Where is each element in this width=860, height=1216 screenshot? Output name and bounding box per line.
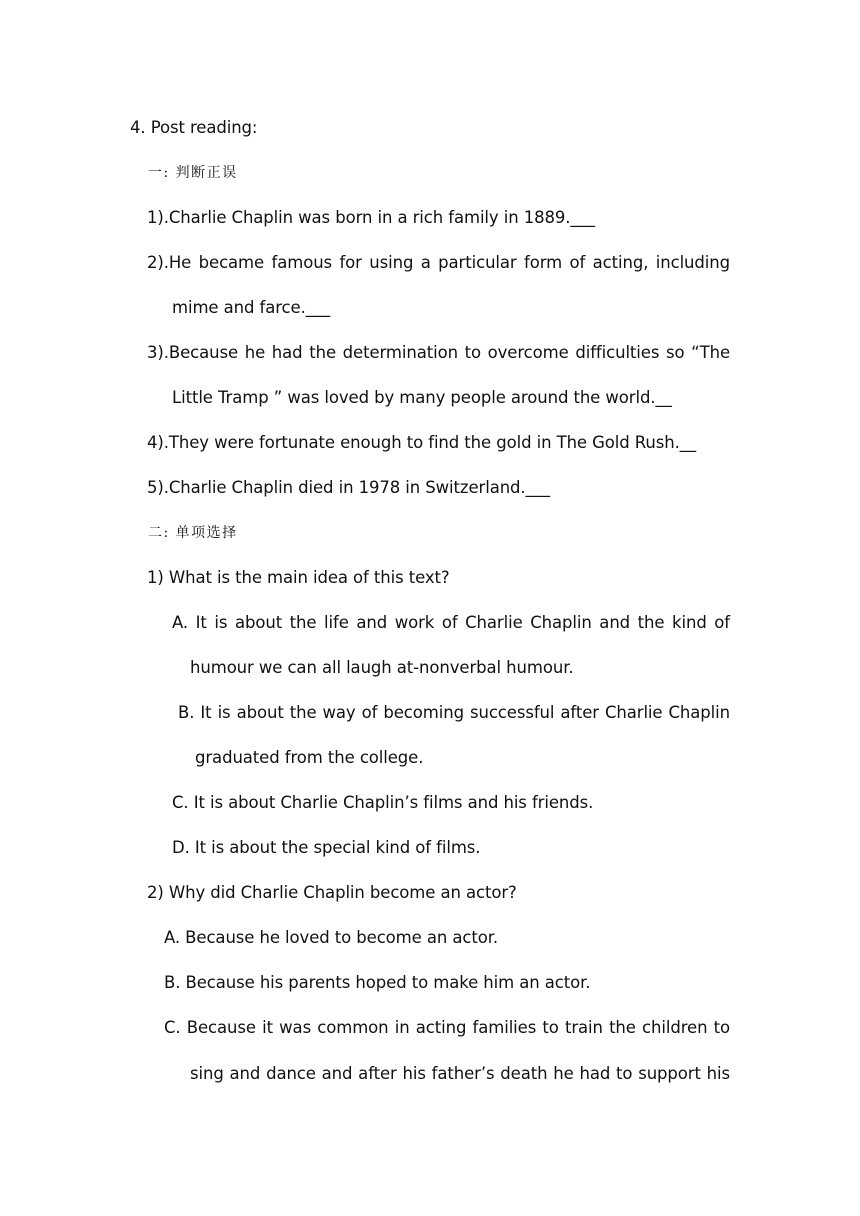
mc-q2-option-c-continued: sing and dance and after his father’s death he had to support his (190, 1064, 730, 1083)
mc-q2-option-a: A. Because he loved to become an actor. (164, 928, 499, 947)
tf-item-1: 1).Charlie Chaplin was born in a rich family in 1889.___ (147, 208, 595, 227)
tf-item-3-continued: Little Tramp ” was loved by many people around the world.__ (172, 388, 672, 407)
tf-item-5: 5).Charlie Chaplin died in 1978 in Switzerland.___ (147, 478, 551, 497)
mc-q1-option-c: C. It is about Charlie Chaplin’s films and his friends. (172, 793, 594, 812)
mc-question-1: 1) What is the main idea of this text? (147, 568, 450, 587)
mc-q2-option-b: B. Because his parents hoped to make him an actor. (164, 973, 591, 992)
mc-q1-option-b: B. It is about the way of becoming successful after Charlie Chaplin (178, 703, 730, 722)
mc-question-2: 2) Why did Charlie Chaplin become an actor? (147, 883, 517, 902)
tf-item-4: 4).They were fortunate enough to find the gold in The Gold Rush.__ (147, 433, 697, 452)
mc-q1-option-a-continued: humour we can all laugh at-nonverbal humour. (190, 658, 574, 677)
mc-q1-option-a: A. It is about the life and work of Charlie Chaplin and the kind of (172, 613, 730, 632)
tf-item-3: 3).Because he had the determination to overcome difficulties so “The (147, 343, 730, 362)
section1-title: 一: 判断正误 (148, 165, 238, 181)
tf-item-2-continued: mime and farce.___ (172, 298, 331, 317)
mc-q1-option-d: D. It is about the special kind of films. (172, 838, 481, 857)
tf-item-2: 2).He became famous for using a particular form of acting, including (147, 253, 730, 272)
mc-q1-option-b-continued: graduated from the college. (195, 748, 424, 767)
section2-title: 二: 单项选择 (148, 525, 238, 541)
mc-q2-option-c: C. Because it was common in acting families to train the children to (164, 1018, 730, 1037)
section-heading: 4. Post reading: (130, 118, 258, 137)
